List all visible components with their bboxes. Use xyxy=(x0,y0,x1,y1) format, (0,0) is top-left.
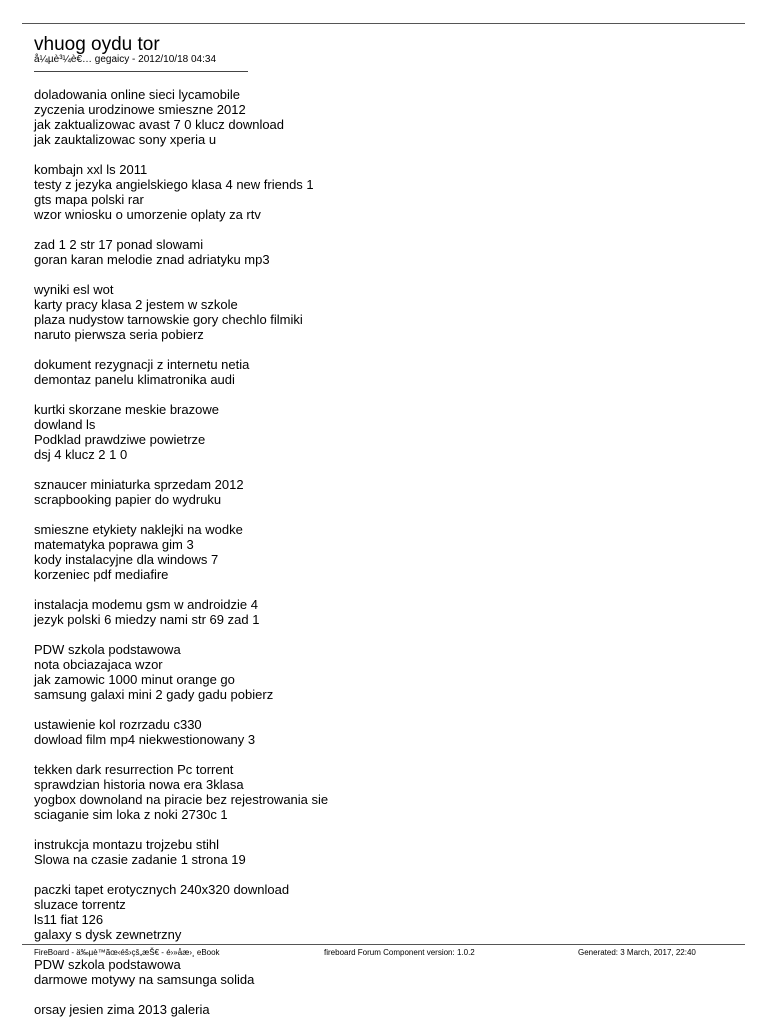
text-line: PDW szkola podstawowa xyxy=(34,957,181,972)
text-line: Slowa na czasie zadanie 1 strona 19 xyxy=(34,852,246,867)
paragraph xyxy=(34,522,734,582)
top-divider xyxy=(22,23,745,24)
text-line: zyczenia urodzinowe smieszne 2012 xyxy=(34,102,246,117)
post-meta: å¼µè³¼è€… gegaicy - 2012/10/18 04:34 xyxy=(34,54,217,65)
paragraph xyxy=(34,762,734,822)
paragraph xyxy=(34,477,734,507)
text-line: doladowania online sieci lycamobile xyxy=(34,87,240,102)
text-line: ls11 fiat 126 xyxy=(34,912,104,927)
paragraph xyxy=(34,162,734,222)
text-line: zad 1 2 str 17 ponad slowami xyxy=(34,237,204,252)
text-line: goran karan melodie znad adriatyku mp3 xyxy=(34,252,270,267)
page-title: vhuog oydu tor xyxy=(34,34,160,55)
text-line: testy z jezyka angielskiego klasa 4 new friends 1 xyxy=(34,177,314,192)
paragraph xyxy=(34,357,734,387)
text-line: darmowe motywy na samsunga solida xyxy=(34,972,255,987)
text-line: demontaz panelu klimatronika audi xyxy=(34,372,235,387)
paragraph xyxy=(34,237,734,267)
paragraph xyxy=(34,717,734,747)
paragraph xyxy=(34,597,734,627)
text-line: dowland ls xyxy=(34,417,96,432)
text-line: dowload film mp4 niekwestionowany 3 xyxy=(34,732,256,747)
text-line: instrukcja montazu trojzebu stihl xyxy=(34,837,219,852)
text-line: jak zamowic 1000 minut orange go xyxy=(34,672,235,687)
text-line: jak zaktualizowac avast 7 0 klucz download xyxy=(34,117,285,132)
text-line: kombajn xxl ls 2011 xyxy=(34,162,148,177)
text-line: kurtki skorzane meskie brazowe xyxy=(34,402,219,417)
paragraph xyxy=(34,882,734,942)
text-line: matematyka poprawa gim 3 xyxy=(34,537,194,552)
text-line: jezyk polski 6 miedzy nami str 69 zad 1 xyxy=(34,612,260,627)
text-line: yogbox downoland na piracie bez rejestrowania sie xyxy=(34,792,329,807)
paragraph xyxy=(34,87,734,147)
meta-divider xyxy=(34,71,248,72)
text-line: orsay jesien zima 2013 galeria xyxy=(34,1002,210,1017)
text-line: sluzace torrentz xyxy=(34,897,126,912)
paragraph xyxy=(34,282,734,342)
text-line: kody instalacyjne dla windows 7 xyxy=(34,552,219,567)
bottom-divider xyxy=(22,944,745,945)
text-line: wzor wniosku o umorzenie oplaty za rtv xyxy=(34,207,261,222)
text-line: nota obciazajaca wzor xyxy=(34,657,163,672)
footer-generated-text: Generated: 3 March, 2017, 22:40 xyxy=(578,948,696,957)
text-line: sznaucer miniaturka sprzedam 2012 xyxy=(34,477,244,492)
text-line: plaza nudystow tarnowskie gory chechlo filmiki xyxy=(34,312,303,327)
text-line: dsj 4 klucz 2 1 0 xyxy=(34,447,128,462)
footer-left-text: FireBoard - ä‰µè™ãœ‹éš›çš„æŠ€ - é›»åæ›¸ eBook xyxy=(34,948,220,957)
text-line: gts mapa polski rar xyxy=(34,192,144,207)
post-body xyxy=(34,87,734,1032)
paragraph xyxy=(34,1002,734,1017)
text-line: galaxy s dysk zewnetrzny xyxy=(34,927,182,942)
text-line: samsung galaxi mini 2 gady gadu pobierz xyxy=(34,687,274,702)
paragraph xyxy=(34,837,734,867)
text-line: sciaganie sim loka z noki 2730c 1 xyxy=(34,807,228,822)
text-line: instalacja modemu gsm w androidzie 4 xyxy=(34,597,258,612)
text-line: ustawienie kol rozrzadu c330 xyxy=(34,717,202,732)
text-line: jak zauktalizowac sony xperia u xyxy=(34,132,217,147)
text-line: karty pracy klasa 2 jestem w szkole xyxy=(34,297,238,312)
text-line: smieszne etykiety naklejki na wodke xyxy=(34,522,243,537)
text-line: PDW szkola podstawowa xyxy=(34,642,181,657)
text-line: tekken dark resurrection Pc torrent xyxy=(34,762,234,777)
text-line: scrapbooking papier do wydruku xyxy=(34,492,222,507)
text-line: korzeniec pdf mediafire xyxy=(34,567,169,582)
text-line: paczki tapet erotycznych 240x320 download xyxy=(34,882,290,897)
paragraph xyxy=(34,642,734,702)
paragraph xyxy=(34,957,734,987)
footer-version-text: fireboard Forum Component version: 1.0.2 xyxy=(324,948,475,957)
text-line: sprawdzian historia nowa era 3klasa xyxy=(34,777,244,792)
paragraph xyxy=(34,402,734,462)
text-line: wyniki esl wot xyxy=(34,282,114,297)
text-line: naruto pierwsza seria pobierz xyxy=(34,327,204,342)
text-line: Podklad prawdziwe powietrze xyxy=(34,432,206,447)
text-line: dokument rezygnacji z internetu netia xyxy=(34,357,250,372)
